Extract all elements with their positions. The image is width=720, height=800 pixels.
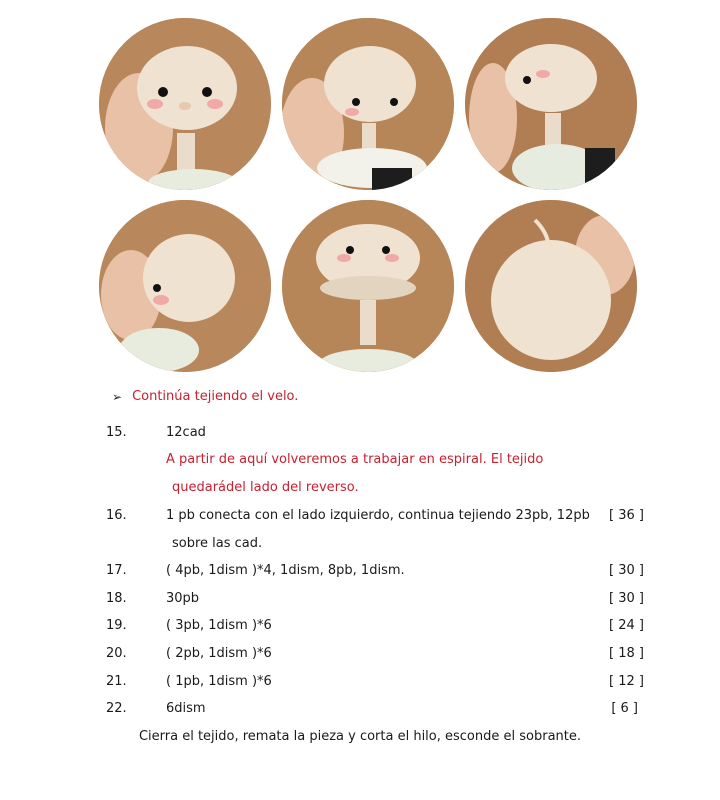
photo-doll-head-side: [282, 18, 454, 190]
photo-doll-head-side-left: [99, 200, 271, 372]
row-number: 19.: [106, 618, 127, 633]
row-count: [ 36 ]: [609, 508, 644, 523]
row-instructions: ( 1pb, 1dism )*6: [166, 674, 272, 689]
photo-doll-head-back: [465, 200, 637, 372]
closing-instructions: Cierra el tejido, remata la pieza y corta el hilo, esconde el sobrante.: [138, 729, 582, 744]
note-line-1: A partir de aquí volveremos a trabajar en espiral. El tejido: [166, 452, 544, 467]
row-count: [ 30 ]: [609, 591, 644, 606]
row-number: 18.: [106, 591, 127, 606]
intro-line: [112, 389, 298, 404]
row-instructions: 6dism: [166, 701, 206, 716]
note-line-2: quedarádel lado del reverso.: [172, 480, 359, 495]
row-number: 15.: [106, 425, 127, 440]
row-number: 21.: [106, 674, 127, 689]
row-number: 22.: [106, 701, 127, 716]
row-number: 17.: [106, 563, 127, 578]
row-count: [ 12 ]: [609, 674, 644, 689]
row-instructions: ( 3pb, 1dism )*6: [166, 618, 272, 633]
row-count: [ 18 ]: [609, 646, 644, 661]
row-instructions: ( 2pb, 1dism )*6: [166, 646, 272, 661]
row-number: 20.: [106, 646, 127, 661]
row-instructions: 1 pb conecta con el lado izquierdo, continua tejiendo 23pb, 12pb: [166, 508, 590, 523]
row-instructions: ( 4pb, 1dism )*4, 1dism, 8pb, 1dism.: [166, 563, 405, 578]
arrow-bullet-icon: ➢: [112, 389, 123, 404]
row-instructions: 30pb: [166, 591, 200, 606]
intro-text: Continúa tejiendo el velo.: [132, 389, 299, 404]
row-instructions-cont: sobre las cad.: [172, 536, 263, 551]
photo-doll-head-front: [99, 18, 271, 190]
photo-doll-head-tilted: [465, 18, 637, 190]
row-instructions: 12cad: [166, 425, 206, 440]
photo-doll-head-open-back: [282, 200, 454, 372]
row-count: [ 24 ]: [609, 618, 644, 633]
row-count: [ 6 ]: [611, 701, 638, 716]
photo-grid: [0, 0, 720, 380]
row-number: 16.: [106, 508, 127, 523]
row-count: [ 30 ]: [609, 563, 644, 578]
